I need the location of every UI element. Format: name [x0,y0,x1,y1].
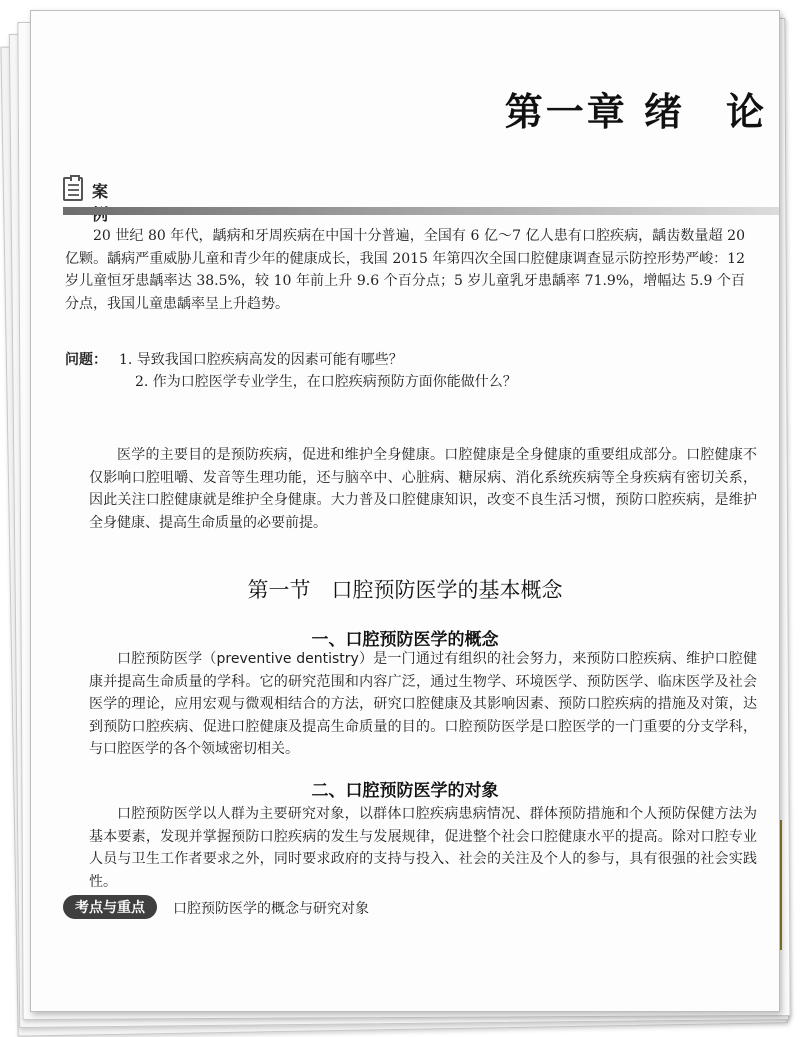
chapter-title: 第一章 绪 论 [504,90,767,134]
case-divider [63,207,780,215]
question-item: 1. 导致我国口腔疾病高发的因素可能有哪些？ [119,352,403,368]
intro-paragraph: 医学的主要目的是预防疾病，促进和维护全身健康。口腔健康是全身健康的重要组成部分。口腔健康不仅影响口腔咀嚼、发音等生理功能，还与脑卒中、心脏病、糖尿病、消化系统疾病等全身疾病有密切关系，因此关注口腔健康就是维护全身健康。大力普及口腔健康知识，改变不良生活习惯，预防口腔疾病，是维护全身健康、提高生命质量的必要前提。 [89,447,757,531]
clipboard-icon [63,177,83,201]
question-label: 问题： [65,352,107,368]
question-list [119,349,759,393]
case-text: 20 世纪 80 年代，龋病和牙周疾病在中国十分普遍，全国有 6 亿～7 亿人患有口腔疾病，龋齿数量超 20 亿颗。龋病严重威胁儿童和青少年的健康成长，我国 2015 年第四次全国口腔健康调查显示防控形势严峻：12 岁儿童恒牙患龋率达 38.5%，较 10 年前上升 9.6 个百分点；5 岁儿童乳牙患龋率 71.9%，增幅达 5.9 个百分点，我国儿童患龋率呈上升趋势。 [65,228,745,312]
subsection-title: 二、口腔预防医学的对象 [311,781,499,801]
subsection-paragraph: 口腔预防医学以人群为主要研究对象，以群体口腔疾病患病情况、群体预防措施和个人预防保健方法为基本要素，发现并掌握预防口腔疾病的发生与发展规律，促进整个社会口腔健康水平的提高。除对口腔专业人员与卫生工作者要求之外，同时要求政府的支持与投入、社会的关注及个人的参与，具有很强的社会实践性。 [89,806,757,890]
case-label: 案 [92,182,109,201]
question-item: 2. 作为口腔医学专业学生，在口腔疾病预防方面你能做什么？ [135,374,517,390]
keypoint-badge: 考点与重点 [63,895,157,919]
section-title: 第一节 口腔预防医学的基本概念 [247,578,563,602]
subsection-paragraph: 口腔预防医学（preventive dentistry）是一门通过有组织的社会努力，来预防口腔疾病、维护口腔健康并提高生命质量的学科。它的研究范围和内容广泛，通过生物学、环境医学、预防医学、临床医学及社会医学的理论，应用宏观与微观相结合的方法，研究口腔健康及其影响因素、预防口腔疾病的措施及对策，达到预防口腔疾病、促进口腔健康及提高生命质量的目的。口腔预防医学是口腔医学的一门重要的分支学科，与口腔医学的各个领域密切相关。 [89,651,757,757]
subsection-title: 一、口腔预防医学的概念 [311,630,499,650]
document-page [30,10,780,1012]
keypoint-text: 口腔预防医学的概念与研究对象 [173,901,369,917]
